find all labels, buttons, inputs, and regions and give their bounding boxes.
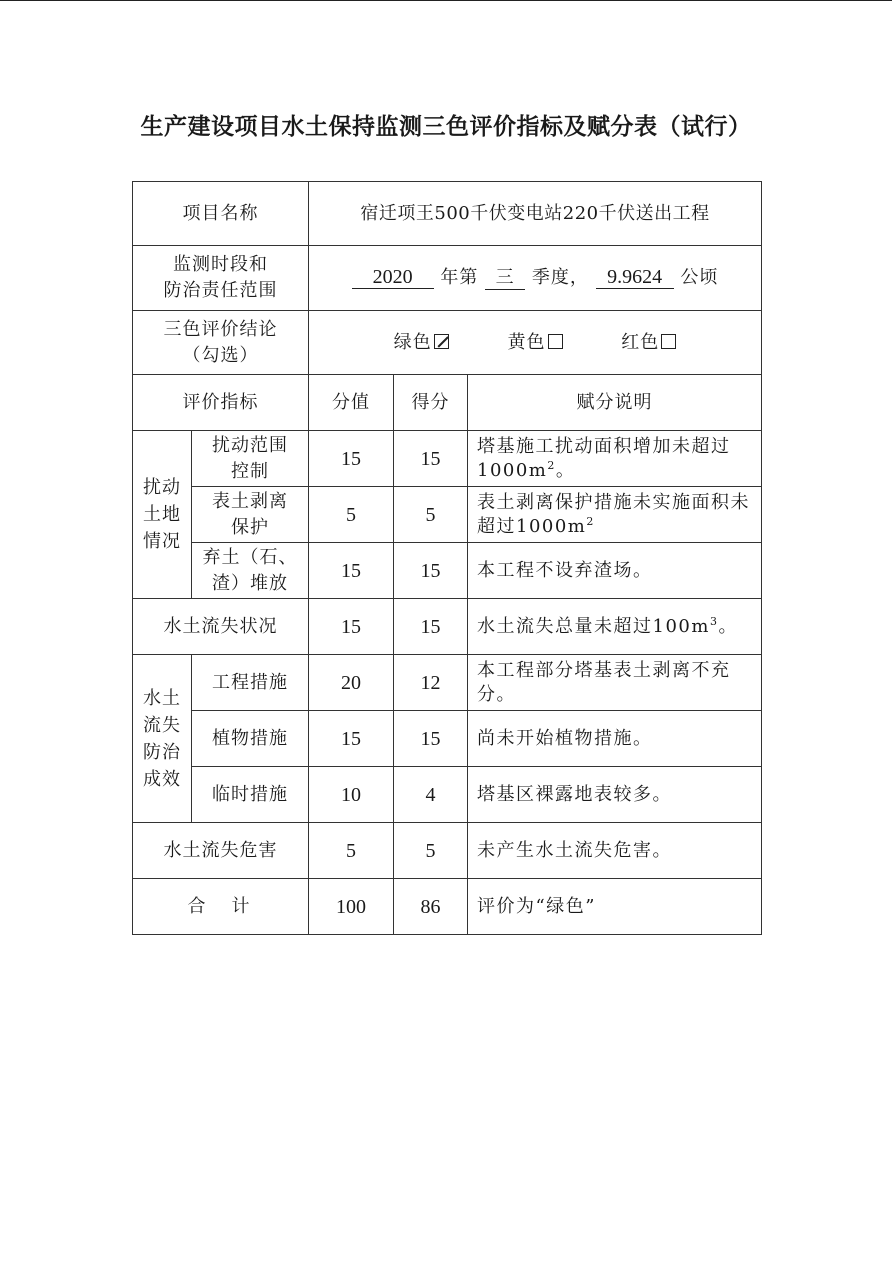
project-name-row bbox=[133, 182, 762, 246]
header-score: 分值 bbox=[309, 375, 394, 431]
score-value: 15 bbox=[309, 711, 394, 767]
score-value: 5 bbox=[309, 823, 394, 879]
got-value: 15 bbox=[394, 711, 468, 767]
sub-indicator: 表土剥离 保护 bbox=[192, 487, 309, 543]
got-value: 15 bbox=[394, 599, 468, 655]
got-value: 5 bbox=[394, 823, 468, 879]
got-value: 5 bbox=[394, 487, 468, 543]
total-label: 合 计 bbox=[133, 879, 309, 935]
header-got: 得分 bbox=[394, 375, 468, 431]
group-disturbance-label: 扰动 土地 情况 bbox=[133, 431, 192, 599]
note-text: 塔基区裸露地表较多。 bbox=[468, 767, 762, 823]
period-value: 2020 年第 三 季度， 9.9624 公顷 bbox=[309, 246, 762, 311]
note-text: 水土流失总量未超过$100m^3$。 bbox=[468, 599, 762, 655]
period-label: 监测时段和 防治责任范围 bbox=[133, 246, 309, 311]
conclusion-row bbox=[133, 311, 762, 375]
header-row bbox=[133, 375, 762, 431]
note-text: 本工程部分塔基表土剥离不充分。 bbox=[468, 655, 762, 711]
green-checkbox-checked[interactable] bbox=[434, 334, 449, 349]
evaluation-table bbox=[132, 181, 762, 935]
indicator-label: 水土流失状况 bbox=[133, 599, 309, 655]
header-note: 赋分说明 bbox=[468, 375, 762, 431]
score-value: 15 bbox=[309, 543, 394, 599]
score-value: 15 bbox=[309, 431, 394, 487]
note-text: 表土剥离保护措施未实施面积未超过$1000m^2$ bbox=[468, 487, 762, 543]
sub-indicator: 弃土（石、 渣）堆放 bbox=[192, 543, 309, 599]
note-text: 未产生水土流失危害。 bbox=[468, 823, 762, 879]
note-text: 本工程不设弃渣场。 bbox=[468, 543, 762, 599]
document-title: 生产建设项目水土保持监测三色评价指标及赋分表（试行） bbox=[140, 114, 752, 140]
project-name-value: 宿迁项王500千伏变电站220千伏送出工程 bbox=[309, 182, 762, 246]
table-row bbox=[133, 487, 762, 543]
sub-indicator: 工程措施 bbox=[192, 655, 309, 711]
score-value: 5 bbox=[309, 487, 394, 543]
score-value: 20 bbox=[309, 655, 394, 711]
note-text: 尚未开始植物措施。 bbox=[468, 711, 762, 767]
got-value: 15 bbox=[394, 543, 468, 599]
score-value: 10 bbox=[309, 767, 394, 823]
table-row bbox=[133, 711, 762, 767]
table-row bbox=[133, 767, 762, 823]
sub-indicator: 扰动范围 控制 bbox=[192, 431, 309, 487]
header-indicator: 评价指标 bbox=[133, 375, 309, 431]
total-note: 评价为“绿色” bbox=[468, 879, 762, 935]
table-row bbox=[133, 431, 762, 487]
sub-indicator: 植物措施 bbox=[192, 711, 309, 767]
table-row bbox=[133, 823, 762, 879]
conclusion-options bbox=[309, 311, 762, 375]
yellow-option[interactable]: 黄色 bbox=[508, 330, 563, 356]
note-text: 塔基施工扰动面积增加未超过$1000m^2$。 bbox=[468, 431, 762, 487]
got-value: 4 bbox=[394, 767, 468, 823]
project-name-label: 项目名称 bbox=[133, 182, 309, 246]
table-row bbox=[133, 599, 762, 655]
total-row bbox=[133, 879, 762, 935]
sub-indicator: 临时措施 bbox=[192, 767, 309, 823]
score-value: 15 bbox=[309, 599, 394, 655]
green-option[interactable]: 绿色 bbox=[394, 330, 449, 356]
red-option[interactable]: 红色 bbox=[621, 330, 676, 356]
conclusion-label: 三色评价结论 （勾选） bbox=[133, 311, 309, 375]
got-value: 15 bbox=[394, 431, 468, 487]
total-got: 86 bbox=[394, 879, 468, 935]
yellow-checkbox[interactable] bbox=[548, 334, 563, 349]
indicator-label: 水土流失危害 bbox=[133, 823, 309, 879]
quarter-field: 三 bbox=[485, 267, 525, 290]
group-prevention-label: 水土 流失 防治 成效 bbox=[133, 655, 192, 823]
got-value: 12 bbox=[394, 655, 468, 711]
red-checkbox[interactable] bbox=[661, 334, 676, 349]
table-row bbox=[133, 655, 762, 711]
area-field: 9.9624 bbox=[596, 266, 674, 289]
table-row bbox=[133, 543, 762, 599]
top-border-line bbox=[0, 0, 892, 1]
period-row bbox=[133, 246, 762, 311]
year-field: 2020 bbox=[352, 266, 434, 289]
total-score: 100 bbox=[309, 879, 394, 935]
